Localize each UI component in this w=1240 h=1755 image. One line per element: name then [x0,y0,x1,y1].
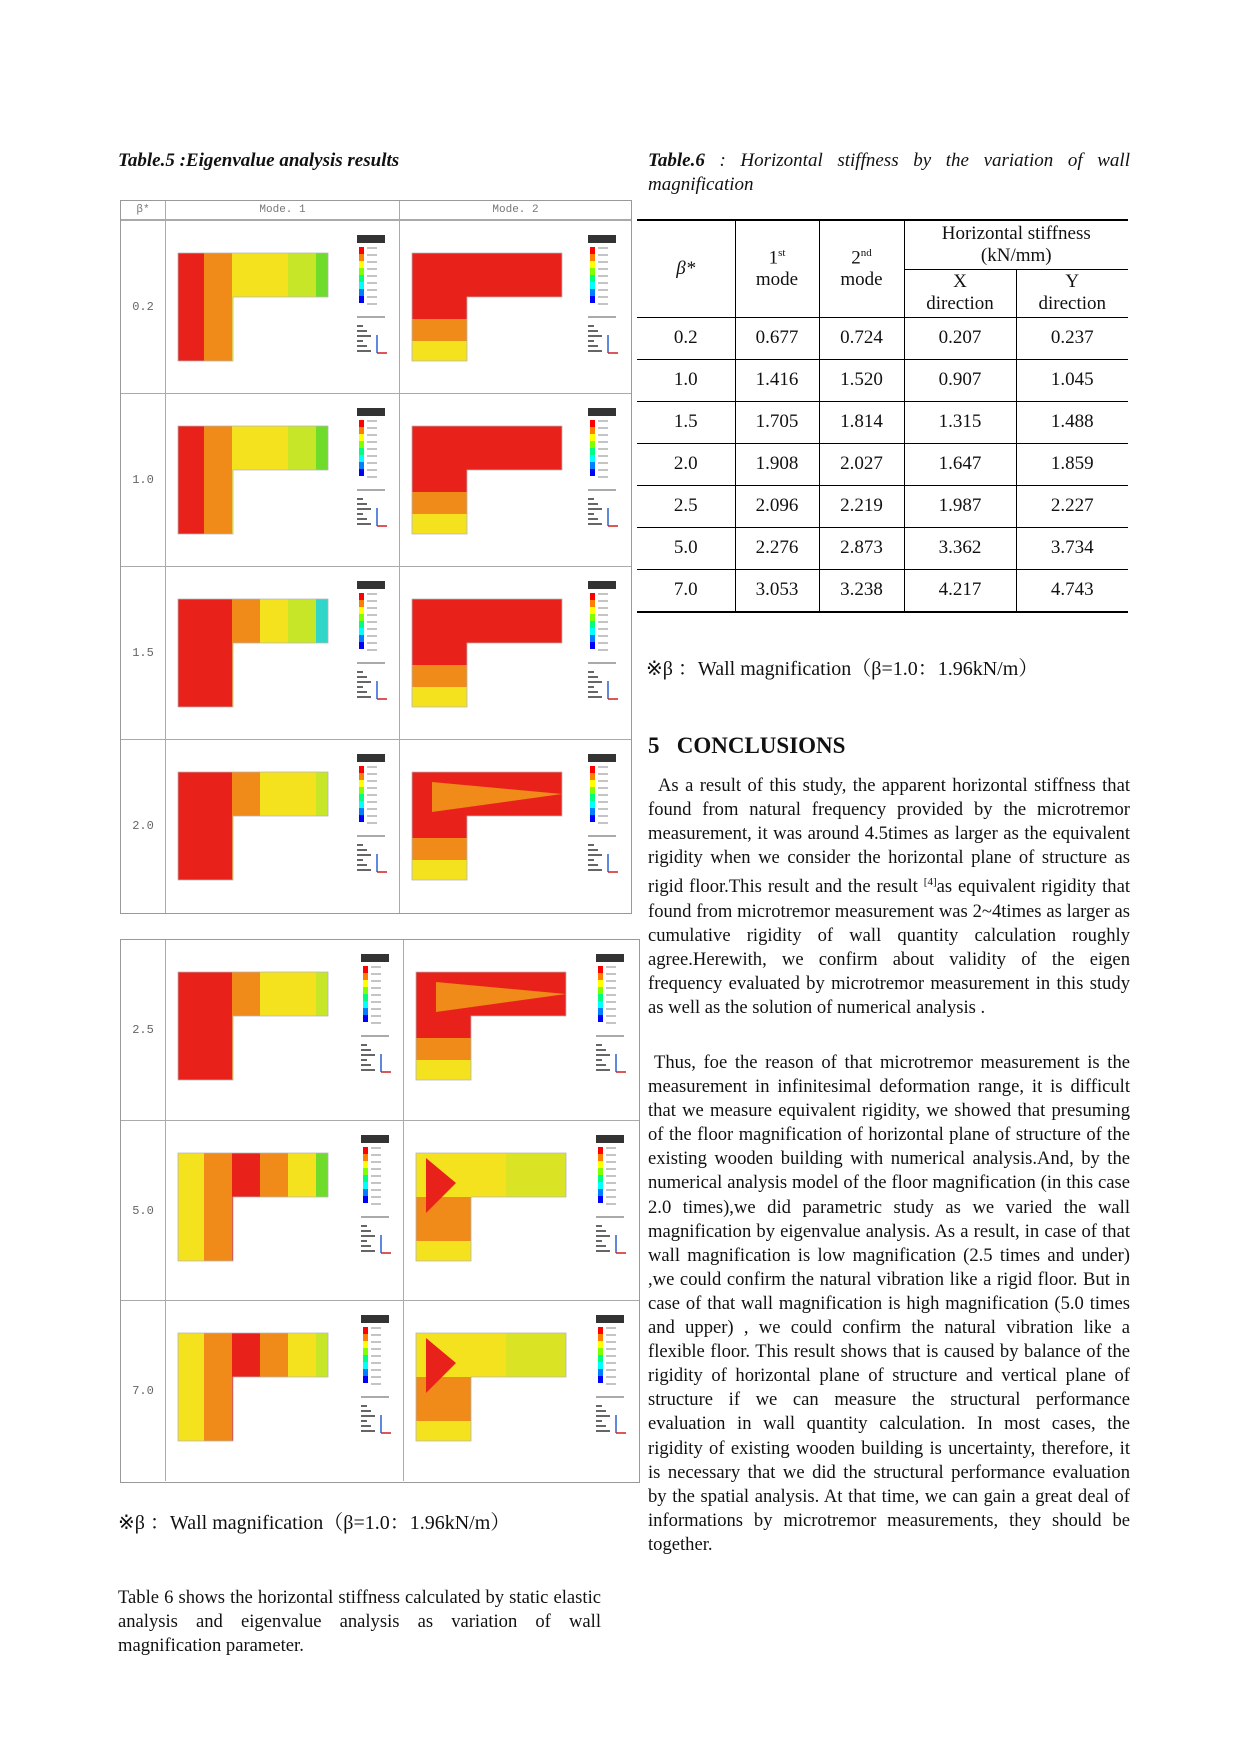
para1-part-a: As a result of this study, the apparent horizontal stiffness that found from natural frequency provided by the microtremor measurement, it was around 4.5times as larger as the equivalent rigidity when we consider the horizontal plane of structure as rigid floor.This result and the result [648,775,1130,898]
table-cell: 3.362 [904,527,1016,569]
table-cell: 2.219 [819,485,904,527]
table5-figure-grid-top [120,200,632,914]
table-cell: 4.217 [904,569,1016,612]
mode1-contour-plot [166,567,400,740]
table-cell: 1.520 [819,359,904,401]
table5-figure-row [121,566,631,740]
table-cell: 1.488 [1016,401,1128,443]
table-cell: 2.5 [637,485,735,527]
table6-footnote: ※β ：Wall magnification（β=1.0：1.96kN/m） [646,658,1039,680]
t6-header-stiffness: Horizontal stiffness (kN/mm) [904,220,1128,269]
table-row [637,317,1128,359]
mode2-contour-plot [400,221,630,394]
table-cell: 0.237 [1016,317,1128,359]
table5-header-beta: β* [121,201,166,220]
table-cell: 2.873 [819,527,904,569]
table5-figure-row [121,220,631,394]
table-cell: 3.734 [1016,527,1128,569]
table-cell: 1.705 [735,401,819,443]
t6-header-x-letter: X [953,271,967,292]
table-cell: 0.724 [819,317,904,359]
table6-caption-text: : Horizontal stiffness by the variation of wall magnification [648,150,1130,195]
t6-header-mode1 [735,220,819,317]
section-heading-text [648,733,845,759]
table-cell: 0.2 [637,317,735,359]
table-cell: 0.677 [735,317,819,359]
mode2-contour-plot [400,740,630,913]
conclusions-paragraph-1 [648,774,1130,1020]
table-cell: 1.416 [735,359,819,401]
t6-header-mode2 [819,220,904,317]
mode1-contour-plot [166,1121,404,1301]
t6-header-x-word: direction [926,293,994,314]
table5-caption [118,149,399,173]
table5-beta-label: 5.0 [121,1121,166,1301]
table-row [637,485,1128,527]
mode2-contour-plot [400,394,630,567]
table5-beta-label: 1.5 [121,567,166,740]
table5-figure-row [121,940,639,1120]
table-cell: 7.0 [637,569,735,612]
table-cell: 0.207 [904,317,1016,359]
table-cell: 5.0 [637,527,735,569]
table-cell: 0.907 [904,359,1016,401]
table-row [637,569,1128,612]
table5-beta-label: 0.2 [121,221,166,394]
mode2-contour-plot [404,940,638,1120]
table-cell: 2.276 [735,527,819,569]
table-cell: 2.027 [819,443,904,485]
table6-caption-label: Table.6 [648,150,705,171]
table5-figure-row [121,739,631,913]
table-cell: 2.227 [1016,485,1128,527]
table-row [637,527,1128,569]
table-row [637,401,1128,443]
table6-caption [648,149,1130,197]
mode1-contour-plot [166,940,404,1120]
para1-part-b: as equivalent rigidity that found from microtremor measurement was 2~4times as larger as cumulative rigidity of wall quantity calculation roughly agree.Herewith, we confirm about validity of the eigen frequency evaluated by microtremor measurement in this study as well as the solution of numerical analysis . [648,876,1130,1019]
table5-header-mode2: Mode. 2 [400,201,631,220]
conclusions-paragraph-2: Thus, foe the reason of that microtremor measurement is the measurement in infinitesimal deformation range, it is difficult that we measure equivalent rigidity, we showed that presuming of the floor magnification of horizontal plane of structure of the existing wooden building with numerical analysis.And, by the numerical analysis model of the floor magnification (in this case 2.0 times),we did parametric study as we varied the wall magnification by eigenvalue analysis. As a result, in case of that wall magnification is low magnification (2.5 times and under) ,we could confirm the natural vibration like a rigid floor. But in case of that wall magnification is high magnification (5.0 times and upper) , we could confirm the natural vibration like a flexible floor. This result shows that is caused by balance of the rigidity of horizontal plane of structure and vertical plane of structure if we can measure the structural performance evaluation in wall quantity calculation. In most cases, the rigidity of existing wooden building is uncertainty, therefore, it is necessary that we did the structural performance evaluation by the spatial analysis. At that time, we can gain a great deal of informations by microtremor measurements, they should be together. [648,1052,1130,1555]
t6-header-y-letter: Y [1065,271,1080,292]
table-cell: 1.315 [904,401,1016,443]
table5-header-mode1: Mode. 1 [166,201,400,220]
table5-figure-row [121,1300,639,1481]
table-cell: 2.096 [735,485,819,527]
table5-caption-label: Table.5 [118,150,175,171]
t6-header-y-word: direction [1038,293,1107,314]
mode1-contour-plot [166,740,400,913]
t6-header-mode2-num: 2 [851,246,861,268]
table5-figure-grid-bottom [120,939,640,1483]
table-cell: 1.859 [1016,443,1128,485]
table5-beta-label: 1.0 [121,394,166,567]
mode2-contour-plot [404,1301,638,1481]
table-row [637,443,1128,485]
section-number: 5 [648,733,660,758]
mode2-contour-plot [400,567,630,740]
t6-header-mode2-word: mode [840,268,883,290]
mode1-contour-plot [166,394,400,567]
table5-footnote: ※β ：Wall magnification（β=1.0：1.96kN/m） [118,1512,511,1534]
table-cell: 3.053 [735,569,819,612]
t6-header-mode1-word: mode [755,268,799,290]
table5-figure-row [121,393,631,567]
table-cell: 1.0 [637,359,735,401]
table-cell: 1.987 [904,485,1016,527]
table5-figure-row [121,1120,639,1301]
t6-header-mode2-sup: nd [860,246,872,259]
section-title: CONCLUSIONS [676,733,846,758]
table-cell: 1.5 [637,401,735,443]
table5-beta-label: 2.5 [121,940,166,1120]
mode2-contour-plot [404,1121,638,1301]
table-cell: 3.238 [819,569,904,612]
t6-header-beta: β* [637,220,735,317]
table-row [637,359,1128,401]
table-cell: 1.908 [735,443,819,485]
section-heading [648,733,845,759]
table-cell: 4.743 [1016,569,1128,612]
table5-beta-label: 2.0 [121,740,166,913]
table5-beta-label: 7.0 [121,1301,166,1481]
mode1-contour-plot [166,1301,404,1481]
table6-horizontal-stiffness [637,219,1128,613]
table-cell: 2.0 [637,443,735,485]
t6-header-y [1016,269,1128,317]
table-cell: 1.045 [1016,359,1128,401]
table5-caption-text: :Eigenvalue analysis results [174,150,400,171]
t6-header-mode1-sup: st [778,246,786,259]
table-cell: 1.814 [819,401,904,443]
t6-header-mode1-num: 1 [768,246,779,268]
table6-description-paragraph: Table 6 shows the horizontal stiffness calculated by static elastic analysis and eigenvalue analysis as variation of wall magnification parameter. [118,1587,601,1657]
para1-reference: [4] [923,876,937,889]
t6-header-x [904,269,1016,317]
table-cell: 1.647 [904,443,1016,485]
mode1-contour-plot [166,221,400,394]
